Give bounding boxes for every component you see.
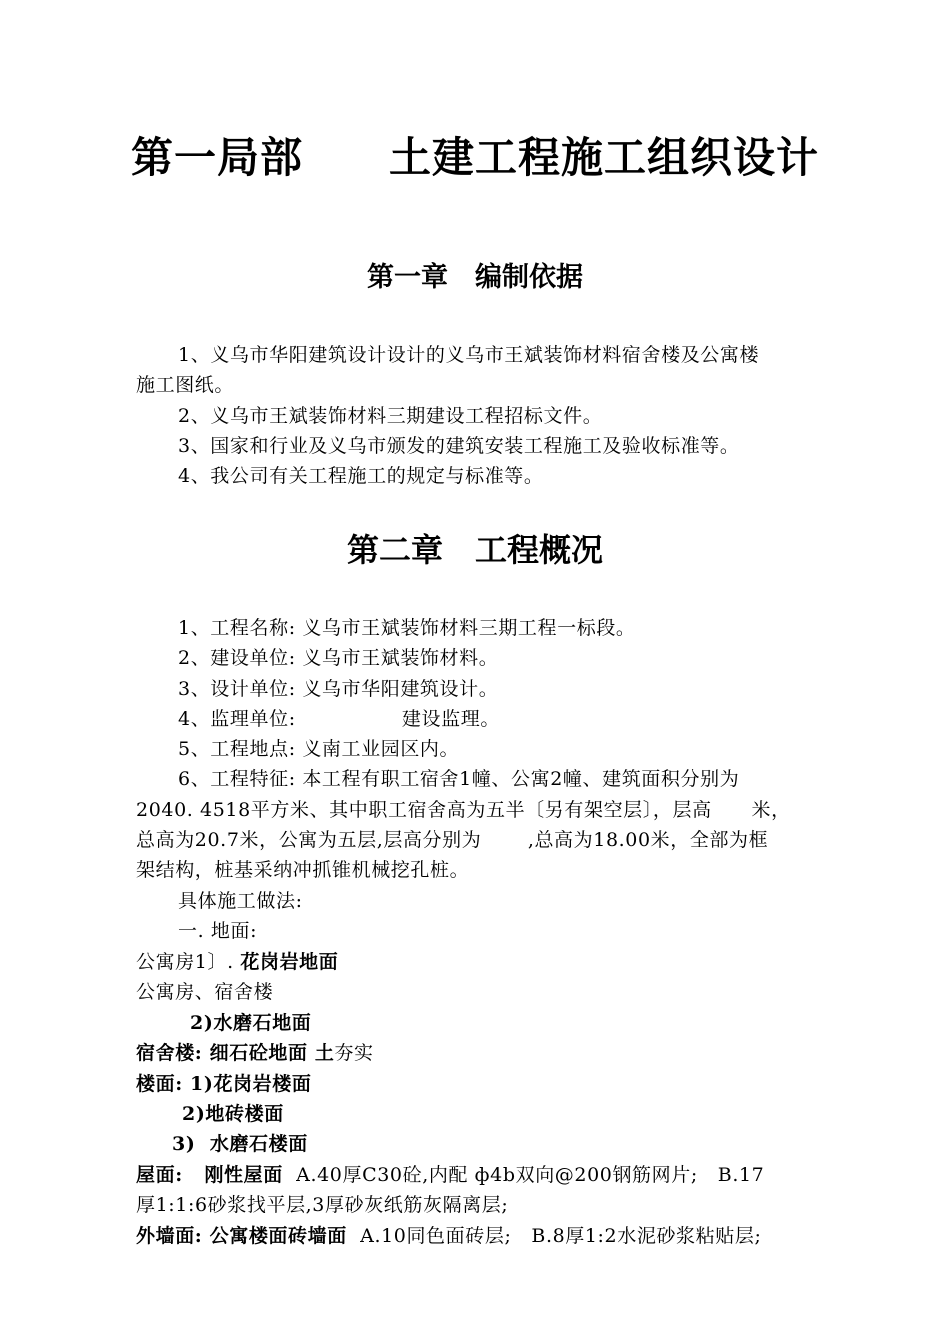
chapter-1-item-1: 1、义乌市华阳建筑设计设计的义乌市王斌装饰材料宿舍楼及公寓楼	[178, 344, 760, 366]
chapter-1-heading: 第一章 编制依据	[367, 262, 583, 293]
chapter-2-item-6-cont-3: 架结构，桩基采纳冲抓锥机械挖孔桩。	[136, 859, 470, 881]
floor-line-8-rest: A.40厚C30砼,内配 ф4b双向@200钢筋网片; B.17	[282, 1164, 765, 1186]
floor-line-3: 2)水磨石地面	[190, 1012, 312, 1034]
chapter-2-item-2: 2、建设单位: 义乌市王斌装饰材料。	[178, 647, 499, 669]
document-title: 第一局部 土建工程施工组织设计	[130, 133, 819, 182]
chapter-2-item-5: 5、工程地点: 义南工业园区内。	[178, 738, 460, 760]
chapter-1-item-2: 2、义乌市王斌装饰材料三期建设工程招标文件。	[178, 405, 603, 427]
chapter-1-item-1-cont: 施工图纸。	[136, 374, 235, 396]
floor-line-7: 3) 水磨石楼面	[172, 1133, 308, 1155]
floor-line-4-rest: 夯实	[334, 1042, 374, 1064]
floor-line-8	[136, 1160, 866, 1190]
floor-line-8-bold: 屋面: 刚性屋面	[136, 1164, 283, 1186]
chapter-1-item-4: 4、我公司有关工程施工的规定与标准等。	[178, 465, 544, 487]
section-floor-heading: 一. 地面:	[178, 920, 258, 942]
floor-line-10-rest: A.10同色面砖层; B.8厚1:2水泥砂浆粘贴层;	[346, 1225, 762, 1247]
chapter-2-item-3: 3、设计单位: 义乌市华阳建筑设计。	[178, 678, 499, 700]
chapter-2-item-1: 1、工程名称: 义乌市王斌装饰材料三期工程一标段。	[178, 617, 636, 639]
chapter-2-item-6-cont-1: 2040. 4518平方米、其中职工宿舍高为五半〔另有架空层〕，层高 米，	[136, 799, 791, 821]
floor-line-1-prefix: 公寓房1〕.	[136, 951, 241, 973]
floor-line-4-bold: 宿舍楼: 细石砼地面 土	[136, 1042, 335, 1064]
chapter-2-item-6: 6、工程特征: 本工程有职工宿舍1幢、公寓2幢、建筑面积分别为	[178, 768, 740, 790]
floor-line-5: 楼面: 1)花岗岩楼面	[136, 1073, 312, 1095]
floor-line-9: 厚1:1:6砂浆找平层,3厚砂灰纸筋灰隔离层;	[136, 1194, 509, 1216]
floor-line-2: 公寓房、宿舍楼	[136, 981, 274, 1003]
floor-line-1	[136, 947, 866, 977]
construction-methods-label: 具体施工做法:	[178, 890, 303, 912]
floor-line-10	[136, 1221, 866, 1251]
floor-line-10-bold: 外墙面: 公寓楼面砖墙面	[136, 1225, 347, 1247]
chapter-2-heading: 第二章 工程概况	[346, 531, 603, 569]
chapter-2-item-4: 4、监理单位: 建设监理。	[178, 708, 500, 730]
floor-line-4	[136, 1038, 866, 1068]
chapter-1-item-3: 3、国家和行业及义乌市颁发的建筑安装工程施工及验收标准等。	[178, 435, 740, 457]
chapter-2-item-6-cont-2: 总高为20.7米，公寓为五层,层高分别为 ,总高为18.00米，全部为框	[136, 829, 769, 851]
floor-line-6: 2)地砖楼面	[182, 1103, 284, 1125]
floor-line-1-bold: 花岗岩地面	[240, 951, 339, 973]
